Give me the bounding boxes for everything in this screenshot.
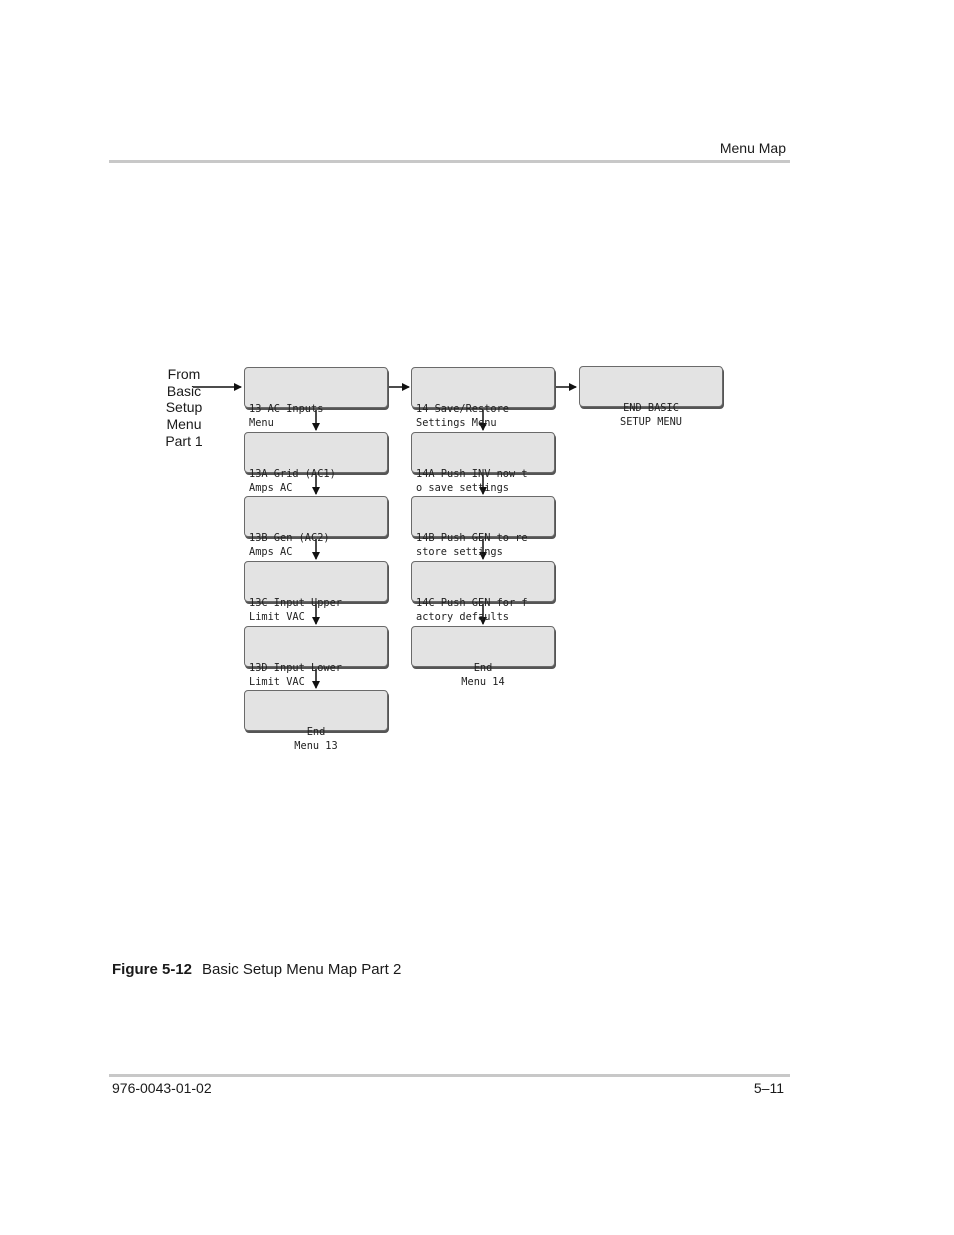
figure-title: Basic Setup Menu Map Part 2 [202,961,402,978]
menu-box-end-13: End Menu 13 [244,690,388,731]
figure-label: Figure 5-12 [112,961,193,978]
footer-rule [109,1074,790,1077]
menu-box-13b: 13B Gen (AC2) Amps AC [244,496,388,537]
menu-box-13c: 13C Input Upper Limit VAC [244,561,388,602]
figure-caption [112,961,401,978]
page-number: 5–11 [753,1080,784,1096]
menu-box-end-basic-setup: END BASIC SETUP MENU [579,366,723,407]
menu-box-13d: 13D Input Lower Limit VAC [244,626,388,667]
menu-box-14b: 14B Push GEN to re store settings [411,496,555,537]
doc-number: 976-0043-01-02 [112,1080,212,1096]
menu-box-14a: 14A Push INV now t o save settings [411,432,555,473]
running-header: Menu Map [719,140,786,156]
menu-box-13a: 13A Grid (AC1) Amps AC [244,432,388,473]
menu-box-14c: 14C Push GEN for f actory defaults [411,561,555,602]
menu-box-13: 13 AC Inputs Menu [244,367,388,408]
menu-box-14: 14 Save/Restore Settings Menu [411,367,555,408]
menu-box-end-14: End Menu 14 [411,626,555,667]
entry-label: From Basic Setup Menu Part 1 [165,366,203,449]
